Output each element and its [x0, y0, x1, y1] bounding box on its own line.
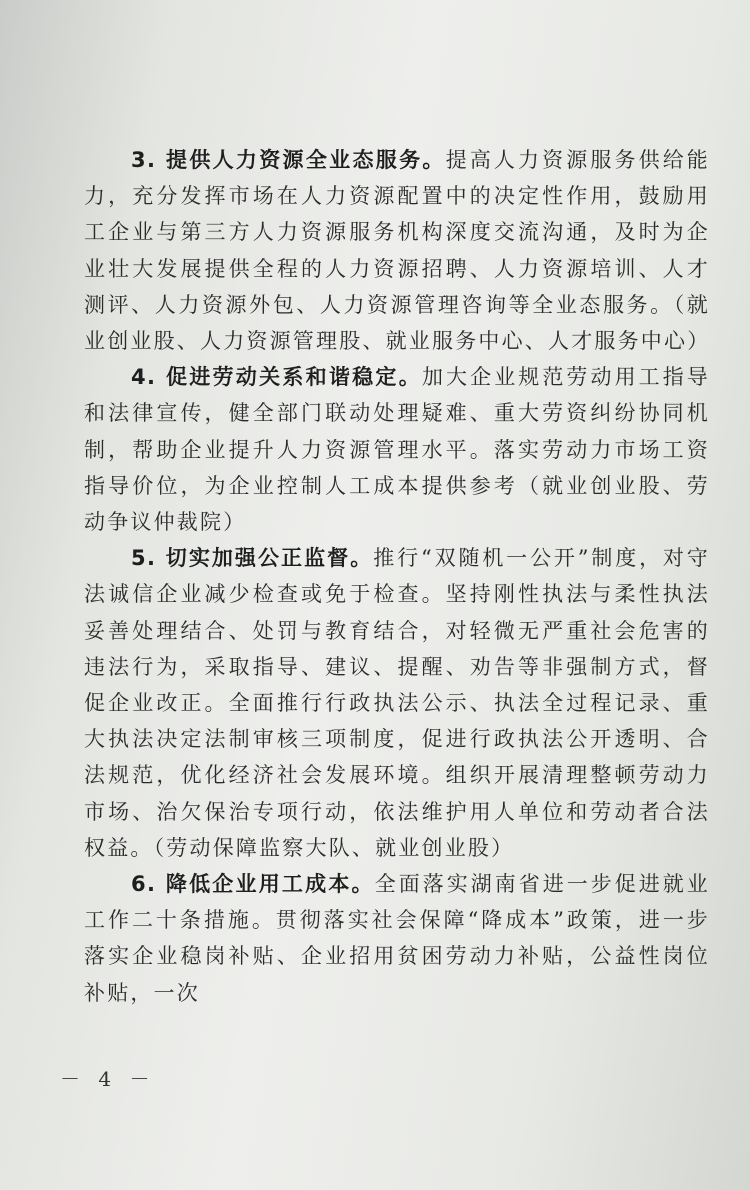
paragraph-4 — [84, 359, 710, 540]
page-number: － 4 － — [60, 1067, 156, 1091]
paragraph-4-text: 加大企业规范劳动用工指导和法律宣传，健全部门联动处理疑难、重大劳资纠纷协同机制，帮助企业提升人力资源管理水平。落实劳动力市场工资指导价位，为企业控制人工成本提供参考（就业创业股、劳动争议仲裁院） — [84, 365, 710, 535]
paragraph-6 — [84, 866, 710, 1011]
paragraph-3-heading: 3. 提供人力资源全业态服务。 — [131, 148, 446, 172]
paragraph-5-heading: 5. 切实加强公正监督。 — [131, 546, 374, 571]
paragraph-5 — [84, 540, 710, 866]
paragraph-4-heading: 4. 促进劳动关系和谐稳定。 — [131, 365, 422, 390]
paragraph-6-text: 全面落实湖南省进一步促进就业工作二十条措施。贯彻落实社会保障“降成本”政策，进一步落实企业稳岗补贴、企业招用贫困劳动力补贴，公益性岗位补贴，一次 — [84, 872, 710, 1005]
paragraph-3 — [84, 142, 710, 359]
paragraph-5-text: 推行“双随机一公开”制度，对守法诚信企业减少检查或免于检查。坚持刚性执法与柔性执法妥善处理结合、处罚与教育结合，对轻微无严重社会危害的违法行为，采取指导、建议、提醒、劝告等非强制方式，督促企业改正。全面推行行政执法公示、执法全过程记录、重大执法决定法制审核三项制度，促进行政执法公开透明、合法规范，优化经济社会发展环境。组织开展清理整顿劳动力市场、治欠保治专项行动，依法维护用人单位和劳动者合法权益。（劳动保障监察大队、就业创业股） — [84, 546, 710, 860]
paragraph-6-heading: 6. 降低企业用工成本。 — [131, 872, 375, 897]
document-body — [84, 142, 710, 1011]
paragraph-3-text: 提高人力资源服务供给能力，充分发挥市场在人力资源配置中的决定性作用，鼓励用工企业与第三方人力资源服务机构深度交流沟通，及时为企业壮大发展提供全程的人力资源招聘、人力资源培训、人才测评、人力资源外包、人力资源管理咨询等全业态服务。（就业创业股、人力资源管理股、就业服务中心、人才服务中心） — [84, 148, 711, 354]
